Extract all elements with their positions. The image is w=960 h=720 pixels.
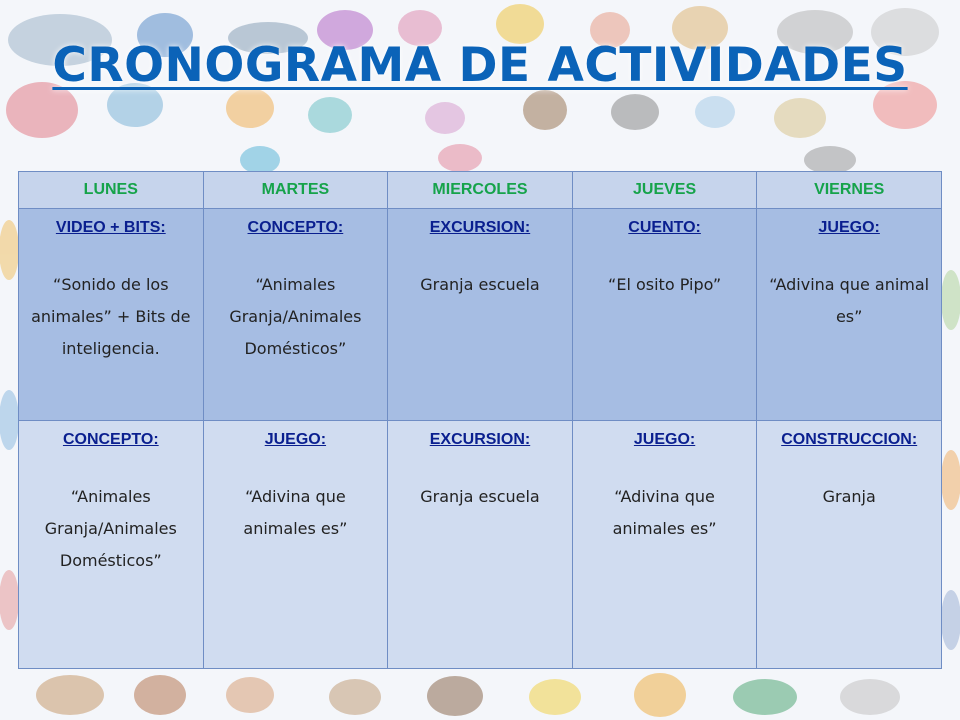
activity-cell — [388, 421, 573, 669]
zebra-icon — [611, 94, 659, 130]
activity-heading: EXCURSION: — [429, 431, 531, 448]
activity-text: “Adivina que animales es” — [243, 487, 348, 538]
activity-text: “El osito Pipo” — [608, 275, 722, 294]
activity-heading: CUENTO: — [628, 219, 701, 236]
day-header-thursday: JUEVES — [572, 172, 757, 209]
activity-cell — [388, 209, 573, 421]
activity-cell — [19, 209, 204, 421]
horse-icon — [36, 675, 104, 715]
activity-cell — [19, 421, 204, 669]
activity-heading: CONCEPTO: — [62, 431, 159, 448]
activity-heading: CONCEPTO: — [247, 219, 344, 236]
activity-text: “Sonido de los animales” + Bits de inteligencia. — [31, 275, 191, 358]
page-title: CRONOGRAMA DE ACTIVIDADES — [52, 38, 908, 93]
activity-cell — [572, 209, 757, 421]
table-row — [19, 421, 942, 669]
activity-schedule-table — [18, 171, 942, 669]
day-header-tuesday: MARTES — [203, 172, 388, 209]
activity-text: Granja escuela — [420, 487, 540, 506]
activity-heading: CONSTRUCCION: — [781, 431, 918, 448]
activity-text: “Adivina que animales es” — [612, 487, 717, 538]
activity-cell — [757, 209, 942, 421]
duck-icon — [529, 679, 581, 715]
activity-cell — [572, 421, 757, 669]
activity-heading: EXCURSION: — [429, 219, 531, 236]
activity-cell — [757, 421, 942, 669]
peacock-icon — [733, 679, 797, 715]
day-header-wednesday: MIERCOLES — [388, 172, 573, 209]
day-header-friday: VIERNES — [757, 172, 942, 209]
table-header-row — [19, 172, 942, 209]
activity-heading: VIDEO + BITS: — [55, 219, 166, 236]
activity-cell — [203, 209, 388, 421]
activity-heading: JUEGO: — [818, 219, 880, 236]
activity-text: “Animales Granja/Animales Domésticos” — [229, 275, 362, 358]
activity-text: “Animales Granja/Animales Domésticos” — [44, 487, 177, 570]
activity-text: “Adivina que animal es” — [769, 275, 930, 326]
activity-text: Granja escuela — [420, 275, 540, 294]
activity-heading: JUEGO: — [633, 431, 696, 448]
activity-heading: JUEGO: — [264, 431, 327, 448]
giraffe-icon — [634, 673, 686, 717]
activity-cell — [203, 421, 388, 669]
table-row — [19, 209, 942, 421]
activity-text: Granja — [822, 487, 876, 506]
day-header-monday: LUNES — [19, 172, 204, 209]
